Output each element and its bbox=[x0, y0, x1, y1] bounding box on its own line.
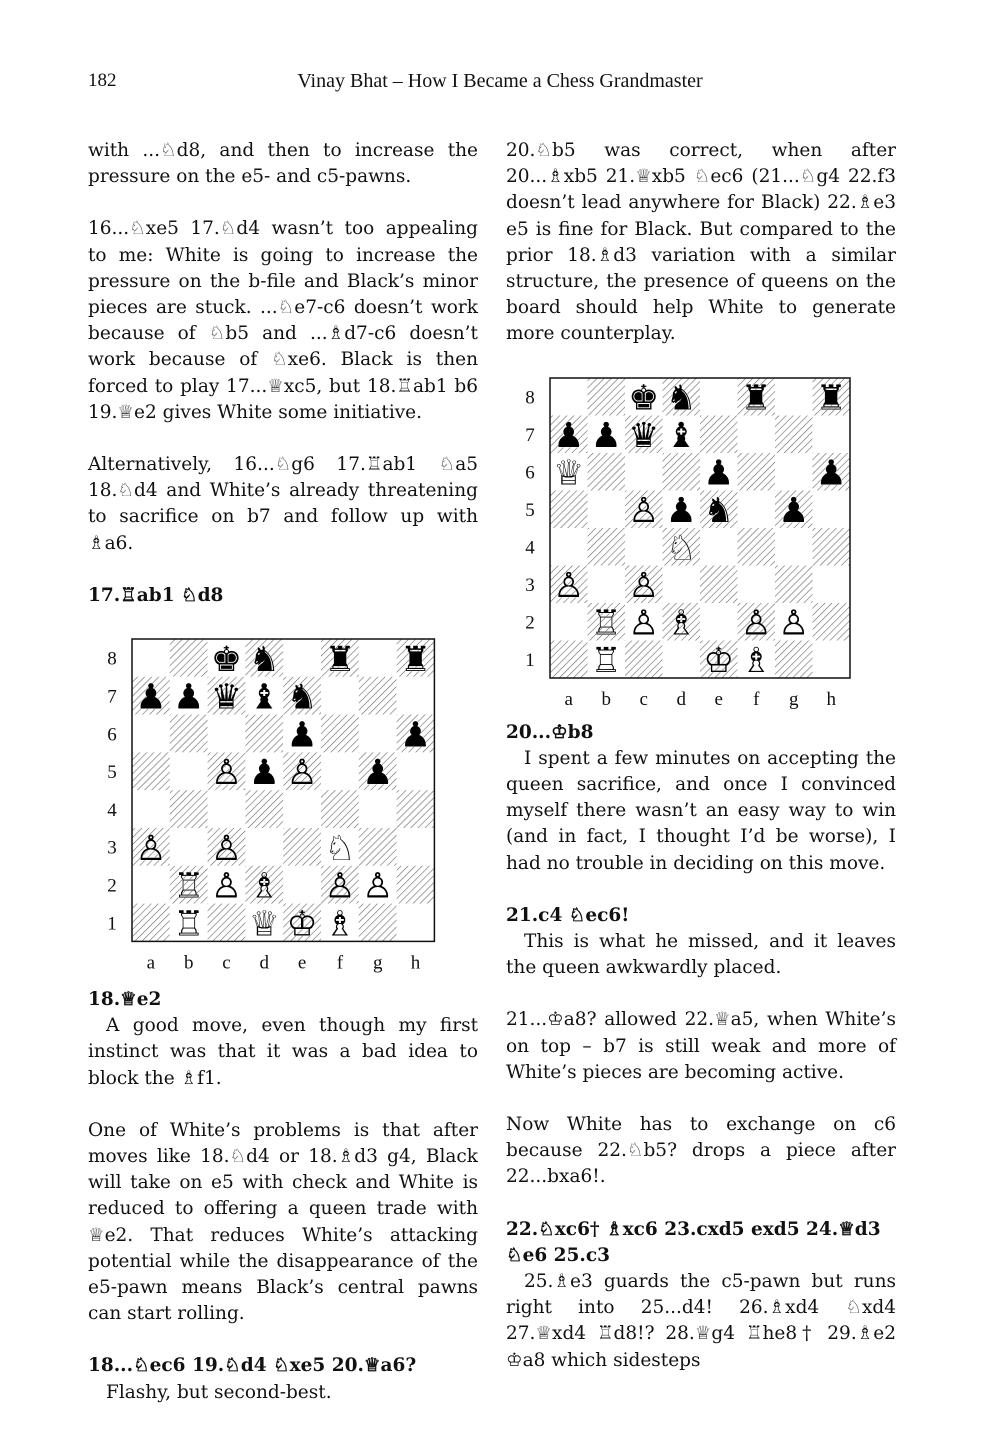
board-square bbox=[321, 790, 359, 828]
board-square bbox=[813, 565, 851, 603]
chess-piece: ♜ bbox=[815, 378, 847, 419]
chess-piece: ♔ bbox=[286, 904, 318, 945]
chess-piece: ♟ bbox=[590, 415, 622, 456]
chess-piece: ♙ bbox=[324, 866, 356, 907]
board-square bbox=[208, 790, 246, 828]
board-square bbox=[625, 528, 663, 566]
board-square bbox=[625, 453, 663, 491]
page-number: 182 bbox=[88, 70, 117, 91]
chess-piece: ♞ bbox=[248, 639, 280, 680]
chess-piece: ♟ bbox=[286, 715, 318, 756]
board-square bbox=[775, 415, 813, 453]
chess-piece: ♙ bbox=[628, 490, 660, 531]
chess-piece: ♙ bbox=[210, 753, 243, 794]
chess-piece: ♞ bbox=[286, 677, 318, 718]
board-square bbox=[397, 828, 435, 866]
board-square bbox=[738, 453, 776, 491]
board-square bbox=[775, 565, 813, 603]
board-square bbox=[663, 453, 701, 491]
board-square bbox=[700, 528, 738, 566]
board-square bbox=[738, 528, 776, 566]
file-label: f bbox=[336, 952, 344, 974]
rank-label: 7 bbox=[107, 686, 117, 708]
board-square bbox=[775, 528, 813, 566]
board-square bbox=[208, 715, 246, 753]
chess-piece: ♟ bbox=[135, 677, 167, 718]
file-label: h bbox=[826, 688, 836, 710]
board-square bbox=[170, 752, 208, 790]
board-square bbox=[283, 866, 321, 904]
chess-piece: ♙ bbox=[210, 866, 243, 907]
board-square bbox=[550, 640, 588, 678]
paragraph: 21...♔a8? allowed 22.♕a5, when White’s on top – b7 is still weak and more of White’s pieces are becoming active. bbox=[506, 1009, 896, 1083]
chess-piece: ♟ bbox=[815, 453, 847, 494]
chess-piece: ♟ bbox=[173, 677, 205, 718]
rank-label: 3 bbox=[525, 574, 535, 596]
board-square bbox=[775, 453, 813, 491]
board-square bbox=[359, 715, 397, 753]
chess-piece: ♙ bbox=[362, 866, 394, 907]
board-square bbox=[550, 378, 588, 416]
chess-piece: ♖ bbox=[173, 904, 205, 945]
board-square bbox=[170, 639, 208, 677]
paragraph: Alternatively, 16...♘g6 17.♖ab1 ♘a5 18.♘d4 and White’s already threatening to sacrifice on b7 and follow up with ♗a6. bbox=[88, 454, 478, 554]
board-square bbox=[813, 640, 851, 678]
file-label: d bbox=[259, 952, 270, 974]
board-square bbox=[359, 677, 397, 715]
rank-label: 4 bbox=[525, 537, 535, 559]
board-square bbox=[813, 490, 851, 528]
move-heading: 20...♔b8 bbox=[506, 721, 594, 743]
chess-piece: ♟ bbox=[703, 453, 735, 494]
file-label: d bbox=[676, 688, 686, 710]
board-square bbox=[550, 603, 588, 641]
paragraph: 16...♘xe5 17.♘d4 wasn’t too appealing to me: White is going to increase the pressure on the b-file and Black’s minor pieces are stuck. ...♘e7-c6 doesn’t work because of ♘b5 and ...♗d7-c6 doesn’t work because of ♘xe6. Black is then forced to play 17...♕xc5, but 18.♖ab1 b6 19.♕e2 gives White some initiative. bbox=[88, 218, 478, 423]
chess-piece: ♙ bbox=[628, 565, 660, 606]
chess-piece: ♙ bbox=[628, 603, 660, 644]
paragraph: A good move, even though my first instinct was that it was a bad idea to block the ♗f1. bbox=[88, 1015, 478, 1089]
board-square bbox=[700, 415, 738, 453]
chessboard bbox=[88, 627, 478, 987]
board-square bbox=[813, 415, 851, 453]
chess-piece: ♟ bbox=[248, 753, 280, 794]
chess-piece: ♗ bbox=[324, 904, 356, 945]
chess-piece: ♜ bbox=[740, 378, 772, 419]
chess-piece: ♙ bbox=[135, 828, 167, 869]
rank-label: 8 bbox=[107, 648, 117, 670]
paragraph: Flashy, but second-best. bbox=[106, 1381, 332, 1403]
paragraph: One of White’s problems is that after moves like 18.♘d4 or 18.♗d3 g4, Black will take on e5 with check and White is reduced to offering a queen trade with ♕e2. That reduces White’s attacking potential while the disappearance of the e5-pawn means Black’s central pawns can start rolling. bbox=[88, 1119, 478, 1325]
right-column bbox=[506, 138, 896, 1374]
chess-piece: ♛ bbox=[628, 415, 660, 456]
paragraph: This is what he missed, and it leaves the queen awkwardly placed. bbox=[506, 931, 896, 979]
board-square bbox=[397, 752, 435, 790]
board-square bbox=[397, 677, 435, 715]
chess-piece: ♖ bbox=[173, 866, 205, 907]
rank-label: 5 bbox=[525, 499, 535, 521]
chess-piece: ♙ bbox=[740, 603, 772, 644]
paragraph: with ...♘d8, and then to increase the pressure on the e5- and c5-pawns. bbox=[88, 140, 478, 188]
chess-piece: ♚ bbox=[210, 639, 243, 680]
board-square bbox=[132, 639, 170, 677]
move-heading: 22.♘xc6† ♗xc6 23.cxd5 exd5 24.♕d3 ♘e6 25.c3 bbox=[506, 1218, 881, 1266]
move-heading: 18.♕e2 bbox=[88, 989, 162, 1011]
paragraph: Now White has to exchange on c6 because 22.♘b5? drops a piece after 22...bxa6!. bbox=[506, 1114, 896, 1188]
chess-piece: ♜ bbox=[324, 639, 356, 680]
board-square bbox=[738, 565, 776, 603]
board-square bbox=[625, 640, 663, 678]
board-square bbox=[397, 904, 435, 942]
chess-piece: ♘ bbox=[324, 828, 356, 869]
board-square bbox=[700, 565, 738, 603]
board-square bbox=[397, 790, 435, 828]
chess-piece: ♕ bbox=[248, 904, 280, 945]
chess-piece: ♖ bbox=[590, 640, 622, 681]
file-label: g bbox=[372, 952, 383, 974]
chess-piece: ♖ bbox=[590, 603, 622, 644]
board-square bbox=[738, 415, 776, 453]
chess-piece: ♝ bbox=[248, 677, 280, 718]
board-square bbox=[700, 603, 738, 641]
board-square bbox=[359, 790, 397, 828]
running-title: Vinay Bhat – How I Became a Chess Grandmaster bbox=[297, 70, 703, 92]
rank-label: 4 bbox=[107, 799, 117, 821]
chess-diagram-1 bbox=[88, 627, 478, 987]
file-label: h bbox=[410, 952, 421, 974]
chess-piece: ♜ bbox=[399, 639, 432, 680]
board-square bbox=[663, 565, 701, 603]
board-square bbox=[283, 828, 321, 866]
board-square bbox=[588, 378, 626, 416]
board-square bbox=[245, 790, 283, 828]
page-header bbox=[0, 70, 1000, 100]
board-square bbox=[359, 639, 397, 677]
file-label: c bbox=[222, 952, 231, 974]
board-square bbox=[813, 603, 851, 641]
board-square bbox=[397, 866, 435, 904]
board-square bbox=[738, 490, 776, 528]
chess-piece: ♟ bbox=[362, 753, 394, 794]
chess-piece: ♗ bbox=[740, 640, 772, 681]
board-square bbox=[588, 490, 626, 528]
file-label: b bbox=[183, 952, 194, 974]
move-heading: 18...♘ec6 19.♘d4 ♘xe5 20.♕a6? bbox=[88, 1355, 417, 1377]
board-square bbox=[132, 866, 170, 904]
board-square bbox=[813, 528, 851, 566]
chess-piece: ♕ bbox=[553, 453, 585, 494]
file-label: a bbox=[564, 688, 573, 710]
chess-piece: ♞ bbox=[665, 378, 697, 419]
board-square bbox=[588, 528, 626, 566]
board-square bbox=[588, 453, 626, 491]
board-square bbox=[321, 677, 359, 715]
paragraph: 20.♘b5 was correct, when after 20...♗xb5 21.♕xb5 ♘ec6 (21...♘g4 22.f3 doesn’t lead anywhere for Black) 22.♗e3 e5 is fine for Black. But compared to the prior 18.♗d3 variation with a similar structure, the presence of queens on the board should help White to generate more counterplay. bbox=[506, 140, 896, 345]
file-label: f bbox=[753, 688, 760, 710]
move-heading: 21.c4 ♘ec6! bbox=[506, 904, 630, 926]
file-label: g bbox=[789, 688, 799, 710]
chess-piece: ♘ bbox=[665, 528, 697, 569]
chess-piece: ♞ bbox=[703, 490, 735, 531]
rank-label: 1 bbox=[107, 913, 117, 935]
board-square bbox=[550, 490, 588, 528]
chess-piece: ♙ bbox=[778, 603, 810, 644]
paragraph: 25.♗e3 guards the c5-pawn but runs right into 25...d4! 26.♗xd4 ♘xd4 27.♕xd4 ♖d8!? 28.♕g4 ♖he8† 29.♗e2 ♔a8 which sidesteps bbox=[506, 1271, 896, 1371]
file-label: a bbox=[146, 952, 156, 974]
board-square bbox=[170, 790, 208, 828]
board-square bbox=[588, 565, 626, 603]
board-square bbox=[208, 904, 246, 942]
board-square bbox=[283, 790, 321, 828]
board-square bbox=[245, 715, 283, 753]
board-square bbox=[132, 752, 170, 790]
rank-label: 5 bbox=[107, 762, 117, 784]
file-label: b bbox=[601, 688, 611, 710]
board-square bbox=[359, 904, 397, 942]
chess-piece: ♙ bbox=[286, 753, 318, 794]
chess-piece: ♝ bbox=[665, 415, 697, 456]
board-square bbox=[775, 640, 813, 678]
rank-label: 6 bbox=[107, 724, 117, 746]
move-heading: 17.♖ab1 ♘d8 bbox=[88, 584, 224, 606]
chess-diagram-2 bbox=[506, 370, 896, 720]
chess-piece: ♔ bbox=[703, 640, 735, 681]
chess-piece: ♗ bbox=[248, 866, 280, 907]
paragraph: I spent a few minutes on accepting the queen sacrifice, and once I convinced myself there wasn’t an easy way to win (and in fact, I thought I’d be worse), I had no trouble in deciding on this move. bbox=[506, 747, 896, 874]
rank-label: 7 bbox=[525, 424, 535, 446]
chess-piece: ♟ bbox=[553, 415, 585, 456]
board-square bbox=[321, 752, 359, 790]
chess-piece: ♟ bbox=[665, 490, 697, 531]
board-square bbox=[170, 828, 208, 866]
chess-piece: ♙ bbox=[553, 565, 585, 606]
board-square bbox=[283, 639, 321, 677]
board-square bbox=[245, 828, 283, 866]
chess-piece: ♚ bbox=[628, 378, 660, 419]
file-label: e bbox=[714, 688, 723, 710]
board-square bbox=[170, 715, 208, 753]
rank-label: 3 bbox=[107, 837, 117, 859]
rank-label: 8 bbox=[525, 387, 535, 409]
chessboard bbox=[506, 370, 896, 720]
chess-piece: ♗ bbox=[665, 603, 697, 644]
left-column bbox=[88, 138, 478, 1432]
board-square bbox=[132, 715, 170, 753]
file-label: c bbox=[639, 688, 648, 710]
board-square bbox=[359, 828, 397, 866]
rank-label: 2 bbox=[525, 612, 535, 634]
board-square bbox=[663, 640, 701, 678]
board-square bbox=[321, 715, 359, 753]
chess-piece: ♛ bbox=[210, 677, 243, 718]
chess-piece: ♟ bbox=[399, 715, 432, 756]
board-square bbox=[550, 528, 588, 566]
file-label: e bbox=[297, 952, 307, 974]
rank-label: 1 bbox=[525, 649, 535, 671]
board-square bbox=[132, 904, 170, 942]
rank-label: 2 bbox=[107, 875, 117, 897]
chess-piece: ♟ bbox=[778, 490, 810, 531]
chess-piece: ♙ bbox=[210, 828, 243, 869]
rank-label: 6 bbox=[525, 462, 535, 484]
board-square bbox=[132, 790, 170, 828]
board-square bbox=[700, 378, 738, 416]
board-square bbox=[775, 378, 813, 416]
